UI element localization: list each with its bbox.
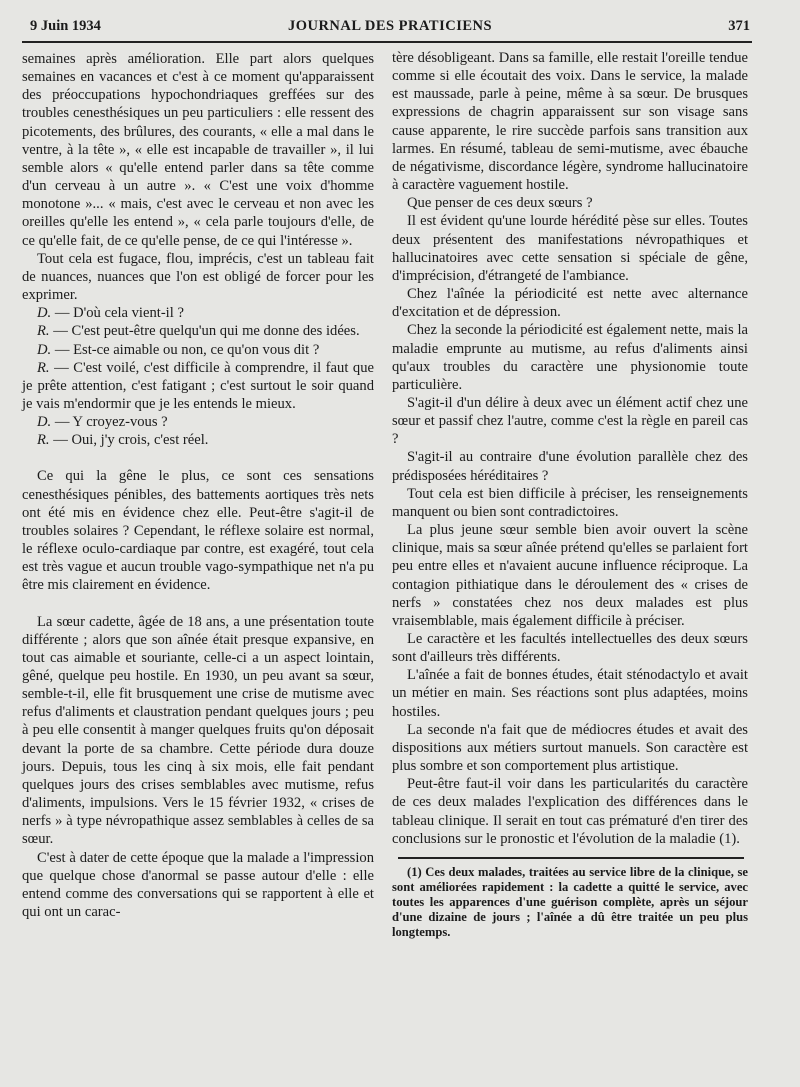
dialogue-line [22, 322, 374, 340]
speaker: R. [37, 323, 50, 340]
footnote-rule [398, 857, 744, 859]
dialogue-line [22, 359, 374, 413]
header-rule [22, 41, 752, 43]
left-column [22, 50, 374, 921]
footnote: (1) Ces deux malades, traitées au service libre de la clinique, se sont améliorées rapidement : la cadette a quitté le service, avec toutes les apparences d'une guérison complète, après un séjour d'une dizaine de jours ; l'aînée a dû être traitée un peu plus longtemps. [392, 864, 748, 939]
paragraph: L'aînée a fait de bonnes études, était sténodactylo et avait un métier en main. Ses réactions sont plus adaptées, moins hostiles. [392, 667, 748, 720]
page-header [30, 18, 750, 40]
paragraph: C'est à dater de cette époque que la malade a l'impression que quelque chose d'anormal se passe autour d'elle : elle entend comme des conversations qui se rapportent à elle et qui ont un carac- [22, 849, 374, 921]
dialogue-text: — Oui, j'y crois, c'est réel. [49, 432, 209, 449]
dialogue-line [22, 413, 374, 431]
speaker: D. [37, 305, 52, 322]
paragraph: Chez la seconde la périodicité est également nette, mais la maladie emprunte au mutisme, au refus d'aliments ainsi qu'aux troubles du caractère une physionomie toute particulière. [392, 322, 748, 393]
speaker: D. [37, 341, 52, 358]
speaker: D. [37, 414, 52, 431]
paragraph: Tout cela est bien difficile à préciser, les renseignements manquent ou bien sont contradictoires. [392, 485, 748, 520]
paragraph: S'agit-il d'un délire à deux avec un élément actif chez une sœur et passif chez l'autre, comme c'est la règle en pareil cas ? [392, 394, 748, 448]
paragraph: Ce qui la gêne le plus, ce sont ces sensations cenesthésiques pénibles, des battements aortiques très nets ont été mis en évidence chez elle. Peut-être s'agit-il de troubles solaires ? Cependant, le réflexe solaire est normal, le réflexe oculo-cardiaque par contre, est exagéré, tout cela est très vague et aucun trouble vago-sympathique net n'a pu être mis clairement en évidence. [22, 468, 374, 594]
paragraph: Chez l'aînée la périodicité est nette avec alternance d'excitation et de dépression. [392, 286, 748, 321]
dialogue-text: — Y croyez-vous ? [51, 414, 168, 431]
dialogue-line [22, 341, 374, 359]
dialogue-text: — Est-ce aimable ou non, ce qu'on vous dit ? [51, 341, 320, 358]
dialogue-text: — C'est peut-être quelqu'un qui me donne des idées. [49, 323, 360, 340]
paragraph: semaines après amélioration. Elle part alors quelques semaines en vacances et c'est à ce moment qu'apparaissent des préoccupations hypochondriaques greffées sur des troubles cenesthésiques un peu particuliers : elle ressent des picotements, des brûlures, des courants, « elle a mal dans le ventre, à la tête », « elle est incapable de travailler », il lui semble alors « qu'elle entend parler dans sa tête comme d'un cerveau à un autre ». « C'est une voix d'homme monotone »... « mais, c'est avec le cerveau et non avec les oreilles qu'elle les entend », « cela parle toujours d'elle, de ce qu'elle fait, de ce qu'elle pense, de ce qui l'intéresse ». [22, 51, 374, 249]
paragraph: Peut-être faut-il voir dans les particularités du caractère de ces deux malades l'explication des différences dans le tableau clinique. Il serait en tout cas prématuré d'en tirer des conclusions sur le pronostic et l'évolution de la maladie (1). [392, 776, 748, 847]
paragraph: Le caractère et les facultés intellectuelles des deux sœurs sont d'ailleurs très différents. [392, 631, 748, 666]
paragraph: tère désobligeant. Dans sa famille, elle restait l'oreille tendue comme si elle écoutait des voix. Dans le service, la malade est maussade, parle à peine, même à sa sœur. De brusques expressions de chagrin apparaissent sur son visage sans cause apparente, le rire succède parfois sans transition aux larmes. En résumé, tableau de semi-mutisme, avec ébauche de négativisme, discordance légère, syndrome hallucinatoire à caractère vaguement hostile. [392, 50, 748, 194]
paragraph: Tout cela est fugace, flou, imprécis, c'est un tableau fait de nuances, nuances que l'on est obligé de forcer pour les exprimer. [22, 250, 374, 304]
page-number: 371 [728, 18, 750, 34]
dialogue-line [22, 304, 374, 322]
journal-title: JOURNAL DES PRATICIENS [287, 18, 493, 34]
speaker: R. [37, 432, 50, 449]
paragraph: Que penser de ces deux sœurs ? [407, 195, 593, 212]
dialogue-text: — C'est voilé, c'est difficile à comprendre, il faut que je prête attention, c'est fatigant ; c'est surtout le soir quand je vais m'endormir que je les entends le mieux. [22, 359, 374, 412]
right-column [392, 49, 748, 940]
spacer [22, 595, 374, 613]
speaker: R. [37, 359, 50, 376]
paragraph: La plus jeune sœur semble bien avoir ouvert la scène clinique, mais sa sœur aînée prétend qu'elles se parlaient fort peu entre elles et n'avaient aucune influence réciproque. La contagion pithiatique dans le déroulement des « crises de nerfs » constatées chez nos deux malades est plus vraisemblable, mais également difficile à préciser. [392, 522, 748, 629]
issue-date: 9 Juin 1934 [30, 18, 101, 34]
dialogue-text: — D'où cela vient-il ? [51, 305, 184, 322]
dialogue-line [22, 431, 374, 449]
paragraph: S'agit-il au contraire d'une évolution parallèle chez des prédisposées héréditaires ? [392, 449, 748, 484]
paragraph: La seconde n'a fait que de médiocres études et avait des dispositions aux métiers surtout manuels. Son caractère est plus sombre et son comportement plus artistique. [392, 721, 748, 775]
paragraph: Il est évident qu'une lourde hérédité pèse sur elles. Toutes deux présentent des manifestations névropathiques et hallucinatoires avec cette sensation si spéciale de gêne, d'imprécision, d'étrangeté de l'ambiance. [392, 213, 748, 284]
paragraph: La sœur cadette, âgée de 18 ans, a une présentation toute différente ; alors que son aînée était presque expansive, en tout cas aimable et souriante, celle-ci a un aspect lointain, gêné, quelque peu hostile. En 1930, un peu avant sa sœur, semble-t-il, elle fit brusquement une crise de mutisme avec refus d'aliments et claustration pendant quelques jours ; peu à peu elle consentit à manger quelques fruits qu'on déposait devant la porte de sa chambre. Cette période dura douze jours. Depuis, tous les cinq à six mois, elle fait pendant quelques jours des crises semblables avec mutisme, refus d'aliments, impulsions. Vers le 15 février 1932, « crises de nerfs » à type névropathique assez semblables à celles de sa sœur. [22, 613, 374, 848]
spacer [22, 449, 374, 467]
